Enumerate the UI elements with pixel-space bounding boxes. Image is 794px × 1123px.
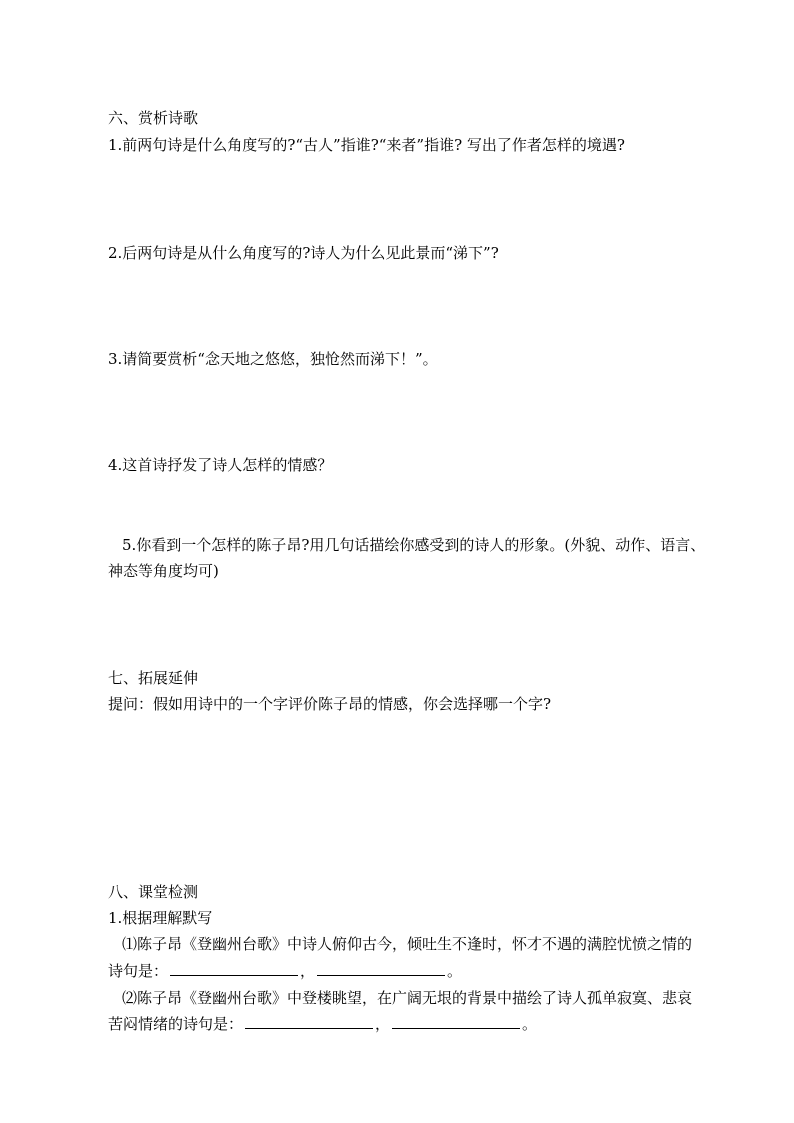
item-2-prefix: 苦闷情绪的诗句是： bbox=[108, 1015, 244, 1033]
item-1-prefix: 诗句是： bbox=[108, 962, 169, 980]
answer-blank-2b[interactable] bbox=[392, 1014, 520, 1029]
item-2-end: 。 bbox=[522, 1015, 538, 1033]
item-1-end: 。 bbox=[447, 962, 463, 980]
dictation-item-2-line-1: ⑵陈子昂《登幽州台歌》中登楼眺望，在广阔无垠的背景中描绘了诗人孤单寂寞、悲哀 bbox=[122, 989, 693, 1007]
answer-blank-2a[interactable] bbox=[245, 1014, 373, 1029]
question-4: 4.这首诗抒发了诗人怎样的情感？ bbox=[108, 456, 333, 474]
check-subheading: 1.根据理解默写 bbox=[108, 909, 213, 927]
section-7-heading: 七、拓展延伸 bbox=[108, 669, 199, 687]
question-1: 1.前两句诗是什么角度写的?“古人”指谁?“来者”指谁? 写出了作者怎样的境遇? bbox=[108, 136, 625, 154]
answer-blank-1a[interactable] bbox=[170, 961, 298, 976]
dictation-item-2-line-2 bbox=[108, 1014, 537, 1034]
section-8-heading: 八、课堂检测 bbox=[108, 883, 199, 901]
answer-blank-1b[interactable] bbox=[317, 961, 445, 976]
question-5-line-1: 5.你看到一个怎样的陈子昂?用几句话描绘你感受到的诗人的形象。(外貌、动作、语言、 bbox=[122, 536, 706, 554]
section-6-heading: 六、赏析诗歌 bbox=[108, 109, 199, 127]
dictation-item-1-line-1: ⑴陈子昂《登幽州台歌》中诗人俯仰古今，倾吐生不逢时，怀才不遇的满腔忧愤之情的 bbox=[122, 935, 693, 953]
item-1-separator: ， bbox=[300, 962, 316, 980]
dictation-item-1-line-2 bbox=[108, 961, 462, 981]
item-2-separator: ， bbox=[375, 1015, 391, 1033]
question-3: 3.请简要赏析“念天地之悠悠，独怆然而涕下！”。 bbox=[108, 350, 438, 368]
question-2: 2.后两句诗是从什么角度写的?诗人为什么见此景而“涕下”? bbox=[108, 244, 499, 262]
question-5-line-2: 神态等角度均可) bbox=[108, 562, 219, 580]
extension-question: 提问：假如用诗中的一个字评价陈子昂的情感，你会选择哪一个字? bbox=[108, 695, 552, 713]
